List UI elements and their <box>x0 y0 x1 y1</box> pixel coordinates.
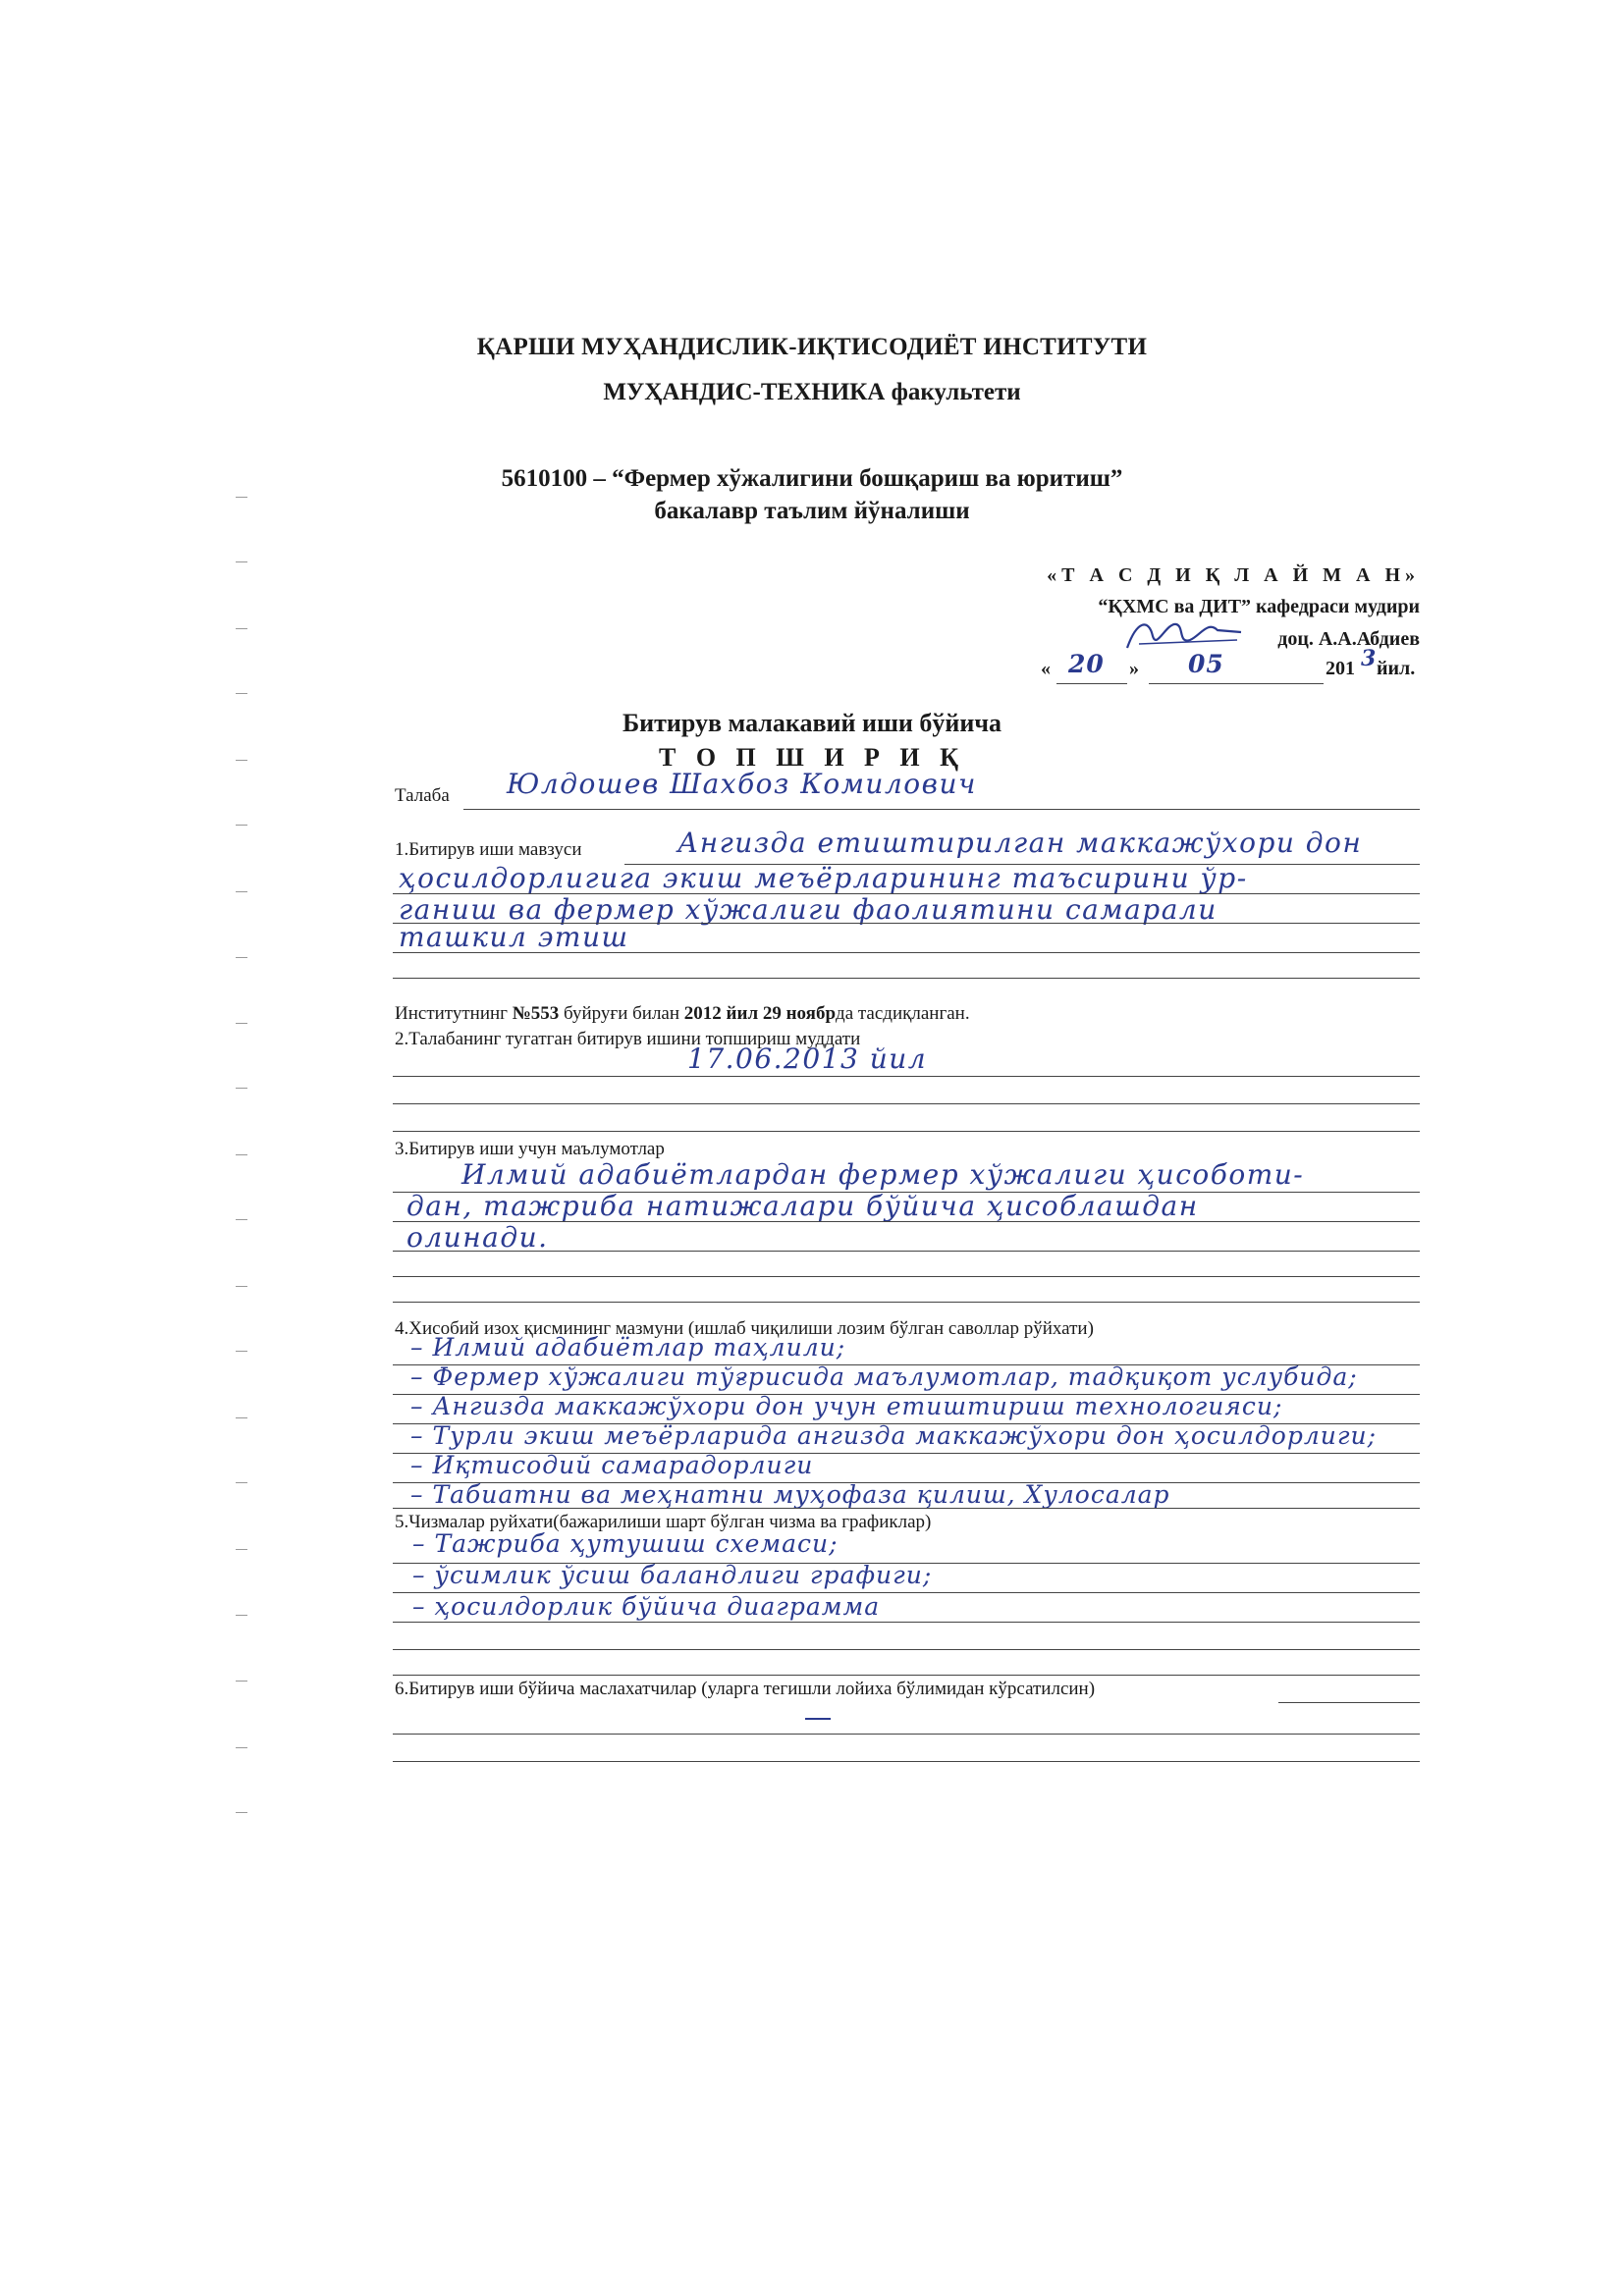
drawing-rule <box>393 1563 1420 1564</box>
content-rule <box>393 1508 1420 1509</box>
topic-rule <box>393 952 1420 953</box>
drawing-item-3: – ҳосилдорлик бўйича диаграмма <box>412 1592 881 1621</box>
margin-mark <box>236 1812 247 1813</box>
date-close-quote: » <box>1129 658 1139 679</box>
approval-title: «Т А С Д И Қ Л А Й М А Н» <box>1047 564 1420 586</box>
consultants-rule <box>393 1734 1420 1735</box>
margin-mark <box>236 1681 247 1682</box>
dash-mark <box>805 1718 831 1720</box>
approval-year-prefix: 201 <box>1326 658 1355 679</box>
faculty-name: МУҲАНДИС-ТЕХНИКА факультети <box>603 379 1021 405</box>
data-rule <box>393 1192 1420 1193</box>
approval-department-head: “ҚХМС ва ДИТ” кафедраси мудири <box>1098 596 1420 617</box>
margin-mark <box>236 693 247 694</box>
order-statement <box>395 1003 970 1025</box>
section3-label: 3.Битирув иши учун маълумотлар <box>395 1139 665 1159</box>
order-mid: буйруғи билан <box>559 1003 684 1024</box>
order-number: №553 <box>512 1003 560 1024</box>
margin-mark <box>236 628 247 629</box>
margin-mark <box>236 1088 247 1089</box>
topic-rule <box>624 864 1420 865</box>
drawing-rule <box>393 1622 1420 1623</box>
margin-mark <box>236 1219 247 1220</box>
drawing-item-2: – ўсимлик ўсиш баландлиги графиги; <box>412 1561 933 1589</box>
drawing-item-1: – Тажриба ҳутушиш схемаси; <box>412 1529 839 1558</box>
deadline-rule <box>393 1131 1420 1132</box>
data-rule <box>393 1302 1420 1303</box>
margin-mark <box>236 1615 247 1616</box>
topic-line-1: Ангизда етиштирилган маккажўхори дон <box>677 827 1363 859</box>
approval-date <box>1041 646 1420 687</box>
doc-title: Битирув малакавий иши бўйича <box>622 709 1002 737</box>
margin-mark <box>236 1747 247 1748</box>
approval-day: 20 <box>1068 650 1105 678</box>
approval-year-suffix: йил. <box>1377 658 1416 679</box>
data-line-2: дан, тажриба натижалари бўйича ҳисоблашдан <box>406 1190 1199 1222</box>
margin-mark <box>236 1154 247 1155</box>
signature-image <box>1119 611 1247 660</box>
topic-rule <box>393 978 1420 979</box>
margin-mark <box>236 891 247 892</box>
data-rule <box>393 1276 1420 1277</box>
content-item-4: – Турли экиш меъёрларида ангизда маккажўхори дон ҳосилдорлиги; <box>410 1421 1378 1450</box>
content-rule <box>393 1394 1420 1395</box>
approval-month: 05 <box>1188 650 1224 678</box>
deadline-rule <box>393 1076 1420 1077</box>
topic-line-2: ҳосилдорлигига экиш меъёрларининг таъсирини ўр- <box>399 862 1248 894</box>
data-rule <box>393 1221 1420 1222</box>
margin-mark <box>236 1482 247 1483</box>
topic-line-3: ганиш ва фермер хўжалиги фаолиятини самарали <box>399 893 1218 926</box>
margin-mark <box>236 1351 247 1352</box>
section4-label: 4.Хисобий изох қисмининг мазмуни (ишлаб чиқилиши лозим бўлган саволлар рўйхати) <box>395 1318 1094 1339</box>
drawing-rule <box>393 1675 1420 1676</box>
drawing-rule <box>393 1592 1420 1593</box>
section6-label: 6.Битирув иши бўйича маслахатчилар (уларга тегишли лойиха бўлимидан кўрсатилсин) <box>395 1679 1096 1699</box>
deadline-value: 17.06.2013 йил <box>687 1042 928 1075</box>
data-line-1: Илмий адабиётлардан фермер хўжалиги ҳисоботи- <box>461 1158 1305 1191</box>
order-date: 2012 йил 29 ноябр <box>683 1003 837 1024</box>
drawing-rule <box>393 1649 1420 1650</box>
student-name: Юлдошев Шахбоз Комилович <box>507 768 977 800</box>
section1-label: 1.Битирув иши мавзуси <box>395 839 582 860</box>
margin-mark <box>236 561 247 562</box>
content-item-2: – Фермер хўжалиги тўғрисида маълумотлар, тадқиқот услубида; <box>410 1362 1358 1391</box>
month-underline <box>1149 683 1324 684</box>
content-rule <box>393 1453 1420 1454</box>
section5-label: 5.Чизмалар руйхати(бажарилиши шарт бўлган чизма ва графиклар) <box>395 1512 932 1532</box>
approval-year-digit: 3 <box>1361 646 1378 671</box>
doc-title-task: Т О П Ш И Р И Қ <box>658 743 966 772</box>
margin-mark <box>236 1023 247 1024</box>
consultants-rule <box>1278 1702 1420 1703</box>
section2-label: 2.Талабанинг тугатган битирув ишини топшириш муддати <box>395 1029 861 1049</box>
deadline-rule <box>393 1103 1420 1104</box>
data-rule <box>393 1251 1420 1252</box>
content-item-5: – Иқтисодий самарадорлиги <box>410 1451 814 1479</box>
margin-mark <box>236 1286 247 1287</box>
topic-rule <box>393 923 1420 924</box>
student-label: Талаба <box>395 785 450 806</box>
content-rule <box>393 1364 1420 1365</box>
degree-direction: бакалавр таълим йўналиши <box>654 498 970 524</box>
approval-signatory: доц. А.А.Абдиев <box>1277 628 1420 650</box>
margin-mark <box>236 1549 247 1550</box>
content-item-1: – Илмий адабиётлар таҳлили; <box>410 1333 846 1362</box>
content-item-3: – Ангизда маккажўхори дон учун етиштириш технологияси; <box>410 1392 1283 1420</box>
order-suffix: да тасдиқланган. <box>836 1003 970 1024</box>
topic-line-4: ташкил этиш <box>399 921 629 953</box>
institute-name: ҚАРШИ МУҲАНДИСЛИК-ИҚТИСОДИЁТ ИНСТИТУТИ <box>476 334 1148 360</box>
date-open-quote: « <box>1041 658 1051 679</box>
data-line-3: олинади. <box>406 1221 549 1254</box>
order-prefix: Институтнинг <box>395 1003 513 1024</box>
margin-mark <box>236 825 247 826</box>
content-rule <box>393 1423 1420 1424</box>
student-line <box>463 809 1420 810</box>
day-underline <box>1056 683 1127 684</box>
content-rule <box>393 1482 1420 1483</box>
margin-mark <box>236 1417 247 1418</box>
consultants-rule <box>393 1761 1420 1762</box>
specialty-code: 5610100 – “Фермер хўжалигини бошқариш ва юритиш” <box>501 465 1123 492</box>
topic-rule <box>393 893 1420 894</box>
content-item-6: – Табиатни ва меҳнатни муҳофаза қилиш, Хулосалар <box>410 1480 1170 1509</box>
margin-mark <box>236 957 247 958</box>
